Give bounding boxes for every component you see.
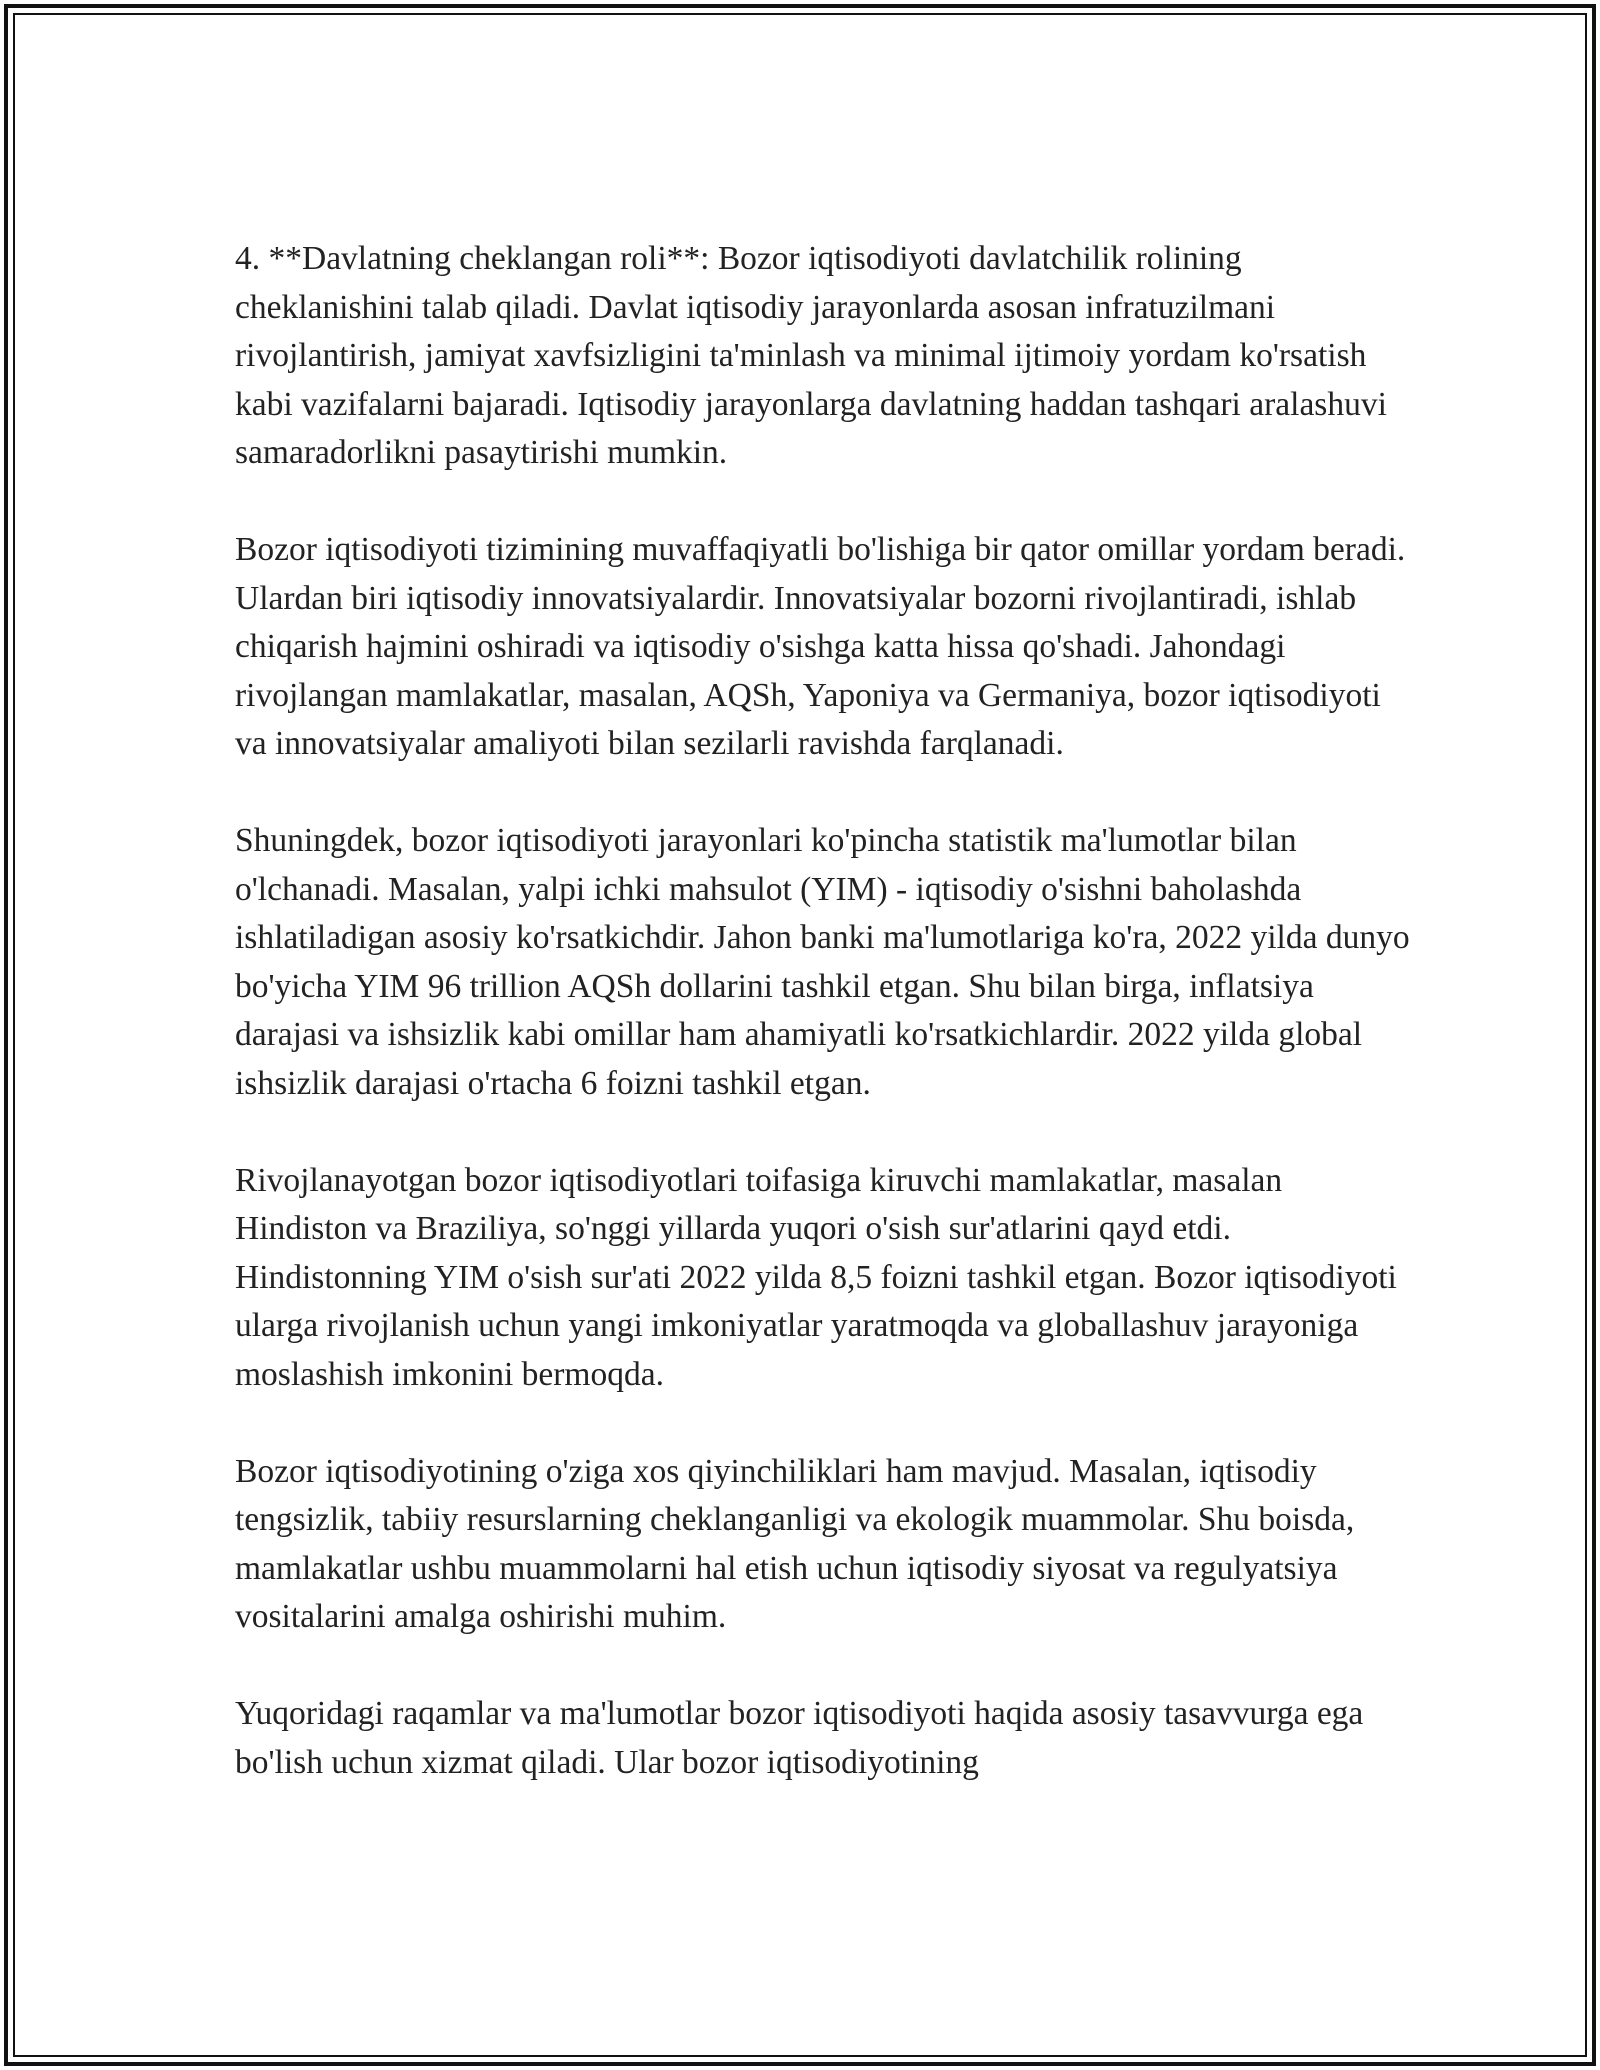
paragraph-conclusion: Yuqoridagi raqamlar va ma'lumotlar bozor iqtisodiyoti haqida asosiy tasavvurga ega bo'lish uchun xizmat qiladi. Ular bozor iqtisodiyotining <box>235 1695 1364 1781</box>
paragraph-challenges: Bozor iqtisodiyotining o'ziga xos qiyinchiliklari ham mavjud. Masalan, iqtisodiy tengsizlik, tabiiy resurslarning cheklanganligi va ekologik muammolar. Shu boisda, mamlakatlar ushbu muammolarni hal etish uchun iqtisodiy siyosat va regulyatsiya vositalarini amalga oshirishi muhim. <box>235 1452 1355 1635</box>
paragraph-innovation: Bozor iqtisodiyoti tizimining muvaffaqiyatli bo'lishiga bir qator omillar yordam beradi. Ulardan biri iqtisodiy innovatsiyalardir. Innovatsiyalar bozorni rivojlantiradi, ishlab chiqarish hajmini oshiradi va iqtisodiy o'sishga katta hissa qo'shadi. Jahondagi rivojlangan mamlakatlar, masalan, AQSh, Yaponiya va Germaniya, bozor iqtisodiyoti va innovatsiyalar amaliyoti bilan sezilarli ravishda farqlanadi. <box>235 531 1406 762</box>
paragraph-statistics: Shuningdek, bozor iqtisodiyoti jarayonlari ko'pincha statistik ma'lumotlar bilan o'lchanadi. Masalan, yalpi ichki mahsulot (YIM) - iqtisodiy o'sishni baholashda ishlatiladigan asosiy ko'rsatkichdir. Jahon banki ma'lumotlariga ko'ra, 2022 yilda dunyo bo'yicha YIM 96 trillion AQSh dollarini tashkil etgan. Shu bilan birga, inflatsiya darajasi va ishsizlik kabi omillar ham ahamiyatli ko'rsatkichlardir. 2022 yilda global ishsizlik darajasi o'rtacha 6 foizni tashkil etgan. <box>235 822 1410 1102</box>
paragraph-emerging-markets: Rivojlanayotgan bozor iqtisodiyotlari toifasiga kiruvchi mamlakatlar, masalan Hindiston va Braziliya, so'nggi yillarda yuqori o'sish sur'atlarini qayd etdi. Hindistonning YIM o'sish sur'ati 2022 yilda 8,5 foizni tashkil etgan. Bozor iqtisodiyoti ularga rivojlanish uchun yangi imkoniyatlar yaratmoqda va globallashuv jarayoniga moslashish imkonini bermoqda. <box>235 1161 1397 1393</box>
document-body <box>235 235 1410 1787</box>
paragraph-state-role: 4. **Davlatning cheklangan roli**: Bozor iqtisodiyoti davlatchilik rolining cheklanishini talab qiladi. Davlat iqtisodiy jarayonlarda asosan infratuzilmani rivojlantirish, jamiyat xavfsizligini ta'minlash va minimal ijtimoiy yordam ko'rsatish kabi vazifalarni bajaradi. Iqtisodiy jarayonlarga davlatning haddan tashqari aralashuvi samaradorlikni pasaytirishi mumkin. <box>235 240 1387 471</box>
